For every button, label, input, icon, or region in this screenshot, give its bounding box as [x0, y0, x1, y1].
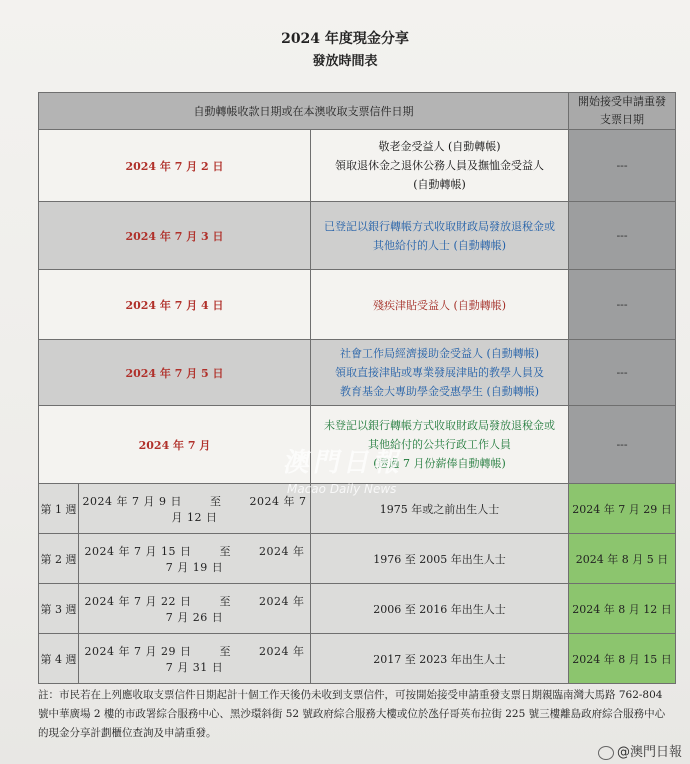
beneficiary-line: (透過 7 月份薪俸自動轉帳): [373, 457, 506, 470]
page-subtitle: 發放時間表: [312, 54, 378, 69]
week-label: 第 2 週: [39, 534, 79, 584]
row-beneficiary: [311, 270, 569, 340]
week-start: 2024 年 7 月 29 日: [84, 644, 192, 658]
row-date: 2024 年 7 月 3 日: [39, 202, 311, 270]
week-start: 2024 年 7 月 22 日: [84, 594, 192, 608]
row-date: 2024 年 7 月 5 日: [39, 340, 311, 406]
row-beneficiary: [311, 130, 569, 202]
row-date: 2024 年 7 月: [39, 406, 311, 484]
footnote: 註：市民若在上列應收取支票信件日期起計十個工作天後仍未收到支票信件，可按開始接受申請重發支票日期親臨南灣大馬路 762-804 號中華廣場 2 樓的市政署綜合服務中心、黑沙環斜街 52 號政府綜合服務大樓或位於氹仔哥英布拉街 225 號三樓離島政府綜合服務中心的現金分享計劃櫃位查詢及申請重發。: [38, 689, 666, 739]
week-reissue: 2024 年 8 月 5 日: [569, 534, 676, 584]
header-reissue: [569, 93, 676, 130]
beneficiary-line: 殘疾津貼受益人 (自動轉帳): [372, 298, 507, 312]
header-main: 自動轉帳收款日期或在本澳收取支票信件日期: [39, 93, 569, 130]
table-row: [39, 270, 676, 340]
beneficiary-line: 其他給付的人士 (自動轉帳): [372, 238, 507, 252]
week-start: 2024 年 7 月 9 日: [82, 494, 182, 508]
week-label: 第 3 週: [39, 584, 79, 634]
week-end: 2024 年 7 月 19 日: [165, 544, 305, 574]
beneficiary-line: 已登記以銀行轉帳方式收取財政局發放退稅金或: [324, 219, 556, 233]
week-reissue: 2024 年 8 月 12 日: [569, 584, 676, 634]
social-badge: [598, 741, 682, 760]
week-label: 第 1 週: [39, 484, 79, 534]
row-date: 2024 年 7 月 4 日: [39, 270, 311, 340]
row-reissue: ---: [569, 130, 676, 202]
beneficiary-line: 未登記以銀行轉帳方式收取財政局發放退稅金或: [324, 419, 556, 432]
week-to: 至: [219, 594, 231, 608]
beneficiary-line: 其他給付的公共行政工作人員: [368, 438, 512, 451]
beneficiary-line: 領取退休金之退休公務人員及撫恤金受益人: [335, 159, 545, 172]
week-row: [39, 534, 676, 584]
week-period: [79, 634, 311, 684]
beneficiary-line: 教育基金大專助學金受惠學生 (自動轉帳): [339, 385, 540, 398]
week-reissue: 2024 年 7 月 29 日: [569, 484, 676, 534]
table-row: [39, 202, 676, 270]
schedule-table: [38, 92, 676, 684]
row-reissue: ---: [569, 340, 676, 406]
row-beneficiary: [311, 202, 569, 270]
week-end: 2024 年 7 月 12 日: [171, 494, 307, 524]
beneficiary-line: 敬老金受益人 (自動轉帳): [378, 140, 501, 153]
row-beneficiary: [311, 340, 569, 406]
watermark-subtext: Macao Daily News: [287, 482, 397, 496]
week-period: [79, 584, 311, 634]
row-reissue: ---: [569, 406, 676, 484]
header-reissue-line1: 開始接受申請重發: [578, 95, 667, 108]
beneficiary-line: 領取直接津貼或專業發展津貼的教學人員及: [335, 366, 545, 379]
table-header-row: [39, 93, 676, 130]
week-reissue: 2024 年 8 月 15 日: [569, 634, 676, 684]
week-to: 至: [219, 644, 231, 658]
row-reissue: ---: [569, 202, 676, 270]
week-label: 第 4 週: [39, 634, 79, 684]
week-row: [39, 584, 676, 634]
row-reissue: ---: [569, 270, 676, 340]
beneficiary-line: 社會工作局經濟援助金受益人 (自動轉帳): [339, 347, 540, 360]
week-group: 2017 至 2023 年出生人士: [311, 634, 569, 684]
week-group: 1975 年或之前出生人士: [311, 484, 569, 534]
weibo-icon: [598, 746, 614, 760]
watermark-logo: 澳門日報: [281, 448, 408, 478]
week-start: 2024 年 7 月 15 日: [84, 544, 192, 558]
week-row: [39, 634, 676, 684]
week-period: [79, 484, 311, 534]
beneficiary-line: (自動轉帳): [413, 178, 466, 191]
week-group: 2006 至 2016 年出生人士: [311, 584, 569, 634]
week-period: [79, 534, 311, 584]
table-row: [39, 340, 676, 406]
row-date: 2024 年 7 月 2 日: [39, 130, 311, 202]
week-to: 至: [209, 494, 222, 508]
header-reissue-line2: 支票日期: [600, 113, 645, 126]
week-end: 2024 年 7 月 26 日: [165, 594, 305, 624]
week-to: 至: [219, 544, 231, 558]
social-badge-label: @澳門日報: [616, 745, 682, 760]
week-group: 1976 至 2005 年出生人士: [311, 534, 569, 584]
page-title: 2024 年度現金分享: [281, 31, 409, 47]
week-end: 2024 年 7 月 31 日: [165, 644, 305, 674]
table-row: [39, 130, 676, 202]
